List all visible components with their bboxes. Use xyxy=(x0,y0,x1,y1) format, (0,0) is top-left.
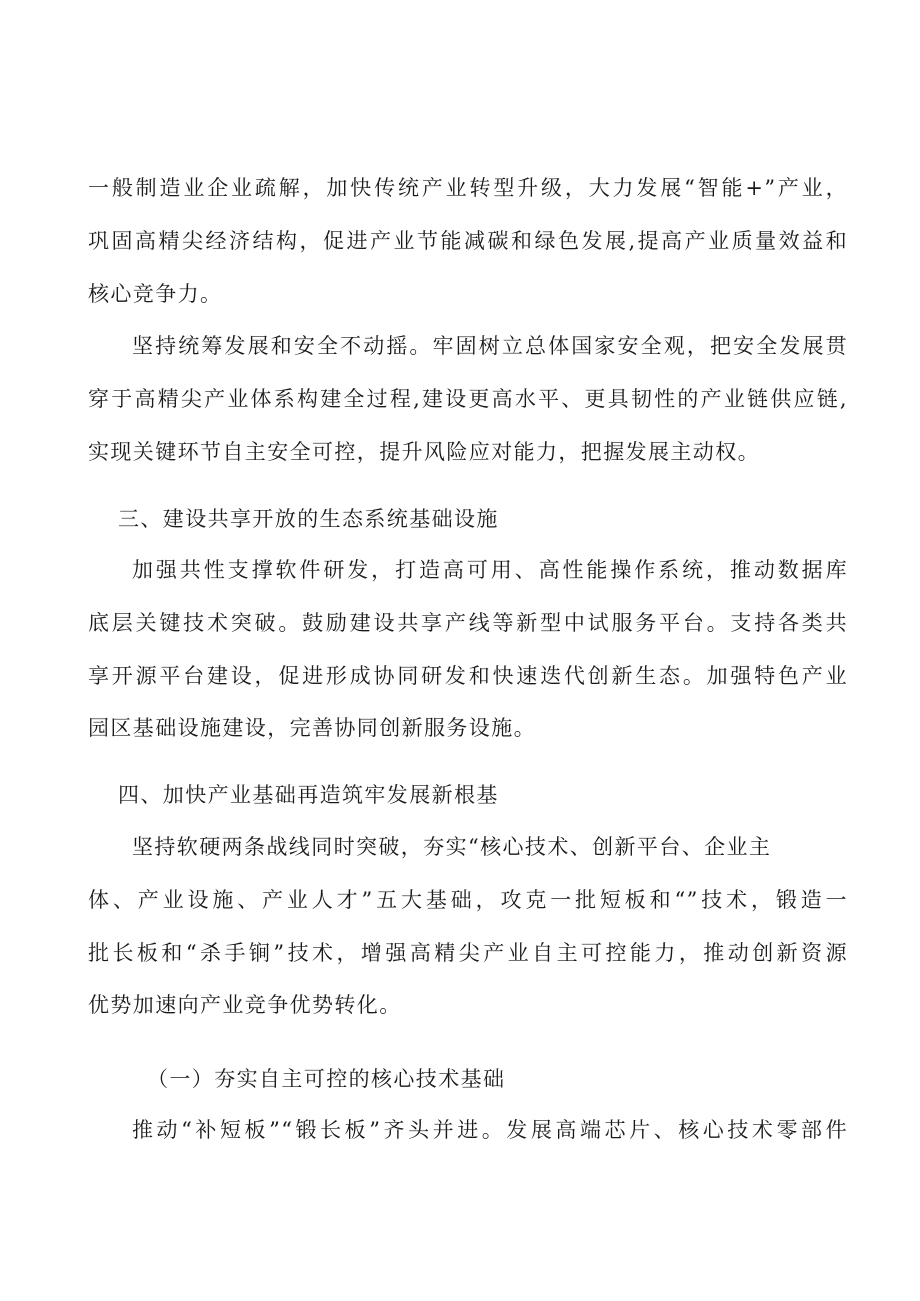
paragraph-3-line-4: 园区基础设施建设，完善协同创新服务设施。 xyxy=(88,716,536,740)
paragraph-2-line-3: 实现关键环节自主安全可控，提升风险应对能力，把握发展主动权。 xyxy=(88,440,760,464)
paragraph-1-line-3: 核心竞争力。 xyxy=(88,282,223,306)
paragraph-1-line-2: 巩固高精尖经济结构，促进产业节能减碳和绿色发展,提高产业质量效益和 xyxy=(88,229,848,253)
paragraph-2-line-2: 穿于高精尖产业体系构建全过程,建设更高水平、更具韧性的产业链供应链, xyxy=(88,387,848,411)
paragraph-3-line-2: 底层关键技术突破。鼓励建设共享产线等新型中试服务平台。支持各类共 xyxy=(88,611,848,635)
paragraph-4-line-1: 坚持软硬两条战线同时突破，夯实“核心技术、创新平台、企业主 xyxy=(132,835,772,859)
paragraph-3-line-1: 加强共性支撑软件研发，打造高可用、高性能操作系统，推动数据库 xyxy=(132,558,848,582)
subsection-heading-1: （一）夯实自主可控的核心技术基础 xyxy=(147,1067,506,1091)
paragraph-4-line-2: 体、产业设施、产业人才”五大基础，攻克一批短板和“”技术，锻造一 xyxy=(88,888,848,912)
paragraph-5-line-1: 推动“补短板”“锻长板”齐头并进。发展高端芯片、核心技术零部件 xyxy=(132,1118,848,1142)
paragraph-4-line-3: 批长板和“杀手锏”技术，增强高精尖产业自主可控能力，推动创新资源 xyxy=(88,941,848,965)
paragraph-2-line-1: 坚持统筹发展和安全不动摇。牢固树立总体国家安全观，把安全发展贯 xyxy=(132,334,848,358)
paragraph-1-line-1: 一般制造业企业疏解，加快传统产业转型升级，大力发展“智能+”产业， xyxy=(88,176,848,200)
section-heading-4: 四、加快产业基础再造筑牢发展新根基 xyxy=(118,783,499,807)
paragraph-3-line-3: 享开源平台建设，促进形成协同研发和快速迭代创新生态。加强特色产业 xyxy=(88,664,848,688)
section-heading-3: 三、建设共享开放的生态系统基础设施 xyxy=(118,507,499,531)
paragraph-4-line-4: 优势加速向产业竞争优势转化。 xyxy=(88,993,402,1017)
